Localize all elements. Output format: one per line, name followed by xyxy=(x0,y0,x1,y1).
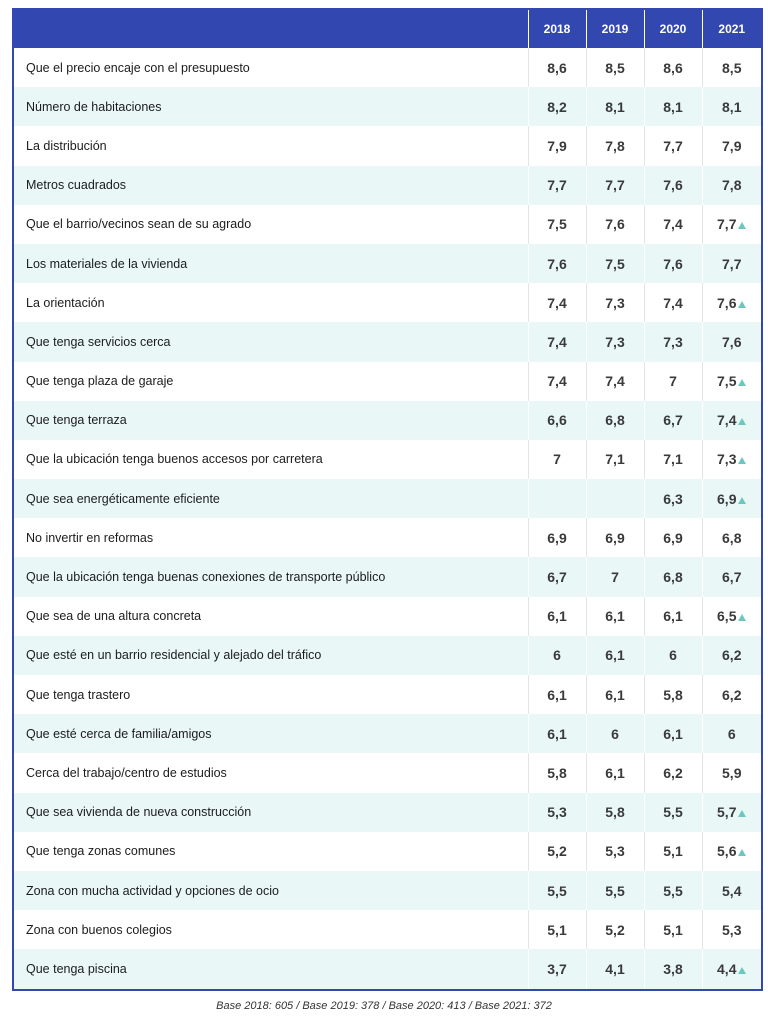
score-value: 5,4 xyxy=(722,882,742,899)
score-value: 7 xyxy=(553,451,561,468)
score-value: 6,9 xyxy=(663,529,683,546)
row-label: Que tenga servicios cerca xyxy=(13,322,528,361)
score-2019 xyxy=(586,675,644,714)
row-label: No invertir en reformas xyxy=(26,530,154,545)
score-value: 3,7 xyxy=(547,960,567,977)
increase-arrow-icon xyxy=(738,849,746,856)
score-value: 7,4 xyxy=(663,294,683,311)
score-2018 xyxy=(528,166,586,205)
score-value: 6 xyxy=(611,725,619,742)
score-2020 xyxy=(644,166,702,205)
score-value: 6,3 xyxy=(663,490,683,507)
score-2019 xyxy=(586,832,644,871)
score-value: 5,7 xyxy=(717,804,737,821)
row-label: Que la ubicación tenga buenos accesos por carretera xyxy=(26,452,323,467)
score-value: 6,1 xyxy=(547,686,567,703)
row-label: Que tenga plaza de garaje xyxy=(26,374,174,389)
score-value: 7,3 xyxy=(605,333,625,350)
score-value: 6,1 xyxy=(605,608,625,625)
score-2020 xyxy=(644,440,702,479)
score-2020 xyxy=(644,322,702,361)
score-2020 xyxy=(644,675,702,714)
score-value: 5,5 xyxy=(547,882,567,899)
score-2018 xyxy=(528,244,586,283)
score-2018 xyxy=(528,126,586,165)
score-2019 xyxy=(586,714,644,753)
score-2018 xyxy=(528,557,586,596)
score-2021 xyxy=(702,832,762,871)
score-value: 5,1 xyxy=(663,921,683,938)
score-value: 5,8 xyxy=(663,686,683,703)
score-value: 7,6 xyxy=(663,255,683,272)
score-value: 7,5 xyxy=(717,373,737,390)
score-value: 8,5 xyxy=(722,59,742,76)
score-2021 xyxy=(702,871,762,910)
score-2021 xyxy=(702,126,762,165)
score-2020 xyxy=(644,910,702,949)
score-2018 xyxy=(528,910,586,949)
score-2020 xyxy=(644,87,702,126)
score-2021 xyxy=(702,440,762,479)
score-2019 xyxy=(586,48,644,87)
score-value: 6,6 xyxy=(547,412,567,429)
score-2018 xyxy=(528,322,586,361)
score-value: 8,2 xyxy=(547,98,567,115)
score-2020 xyxy=(644,557,702,596)
score-2020 xyxy=(644,362,702,401)
increase-arrow-icon xyxy=(738,222,746,229)
score-2021 xyxy=(702,401,762,440)
score-value: 6,7 xyxy=(547,569,567,586)
score-2019 xyxy=(586,910,644,949)
score-2019 xyxy=(586,636,644,675)
score-value: 7,6 xyxy=(605,216,625,233)
score-2018 xyxy=(528,636,586,675)
increase-arrow-icon xyxy=(738,457,746,464)
score-value: 7,6 xyxy=(717,294,737,311)
score-value: 6 xyxy=(669,647,677,664)
score-value: 6,5 xyxy=(717,608,737,625)
score-2020 xyxy=(644,949,702,989)
score-value: 5,3 xyxy=(722,921,742,938)
increase-arrow-icon xyxy=(738,967,746,974)
score-value: 6,7 xyxy=(722,569,742,586)
row-label: Zona con mucha actividad y opciones de ocio xyxy=(13,871,528,910)
score-value: 7,7 xyxy=(663,137,683,154)
score-value: 5,5 xyxy=(605,882,625,899)
score-2020 xyxy=(644,126,702,165)
table-row xyxy=(13,87,762,126)
score-value: 6,1 xyxy=(605,764,625,781)
score-2018 xyxy=(528,401,586,440)
score-2020 xyxy=(644,479,702,518)
score-2018 xyxy=(528,205,586,244)
row-label: La orientación xyxy=(26,295,105,310)
score-2020 xyxy=(644,597,702,636)
row-label: Que tenga zonas comunes xyxy=(26,844,176,859)
ratings-table-container xyxy=(12,8,761,991)
score-2019 xyxy=(586,87,644,126)
score-2019 xyxy=(586,753,644,792)
score-2018 xyxy=(528,597,586,636)
score-value: 5,5 xyxy=(663,804,683,821)
score-2020 xyxy=(644,832,702,871)
row-label: Que sea energéticamente eficiente xyxy=(13,479,528,518)
row-label: Metros cuadrados xyxy=(13,166,528,205)
increase-arrow-icon xyxy=(738,497,746,504)
score-value: 5,9 xyxy=(722,764,742,781)
score-value: 6,1 xyxy=(663,725,683,742)
score-value: 5,6 xyxy=(717,843,737,860)
header-year-2019: 2019 xyxy=(586,9,644,48)
score-2021 xyxy=(702,479,762,518)
row-label: La distribución xyxy=(26,138,107,153)
score-2020 xyxy=(644,48,702,87)
score-value: 6,1 xyxy=(547,725,567,742)
score-2021 xyxy=(702,48,762,87)
score-value: 7,3 xyxy=(605,294,625,311)
score-value: 8,5 xyxy=(605,59,625,76)
score-2018 xyxy=(528,283,586,322)
table-row xyxy=(13,832,762,871)
table-row xyxy=(13,871,762,910)
score-value: 7 xyxy=(611,569,619,586)
score-value: 7,4 xyxy=(547,333,567,350)
header-year-2018: 2018 xyxy=(528,9,586,48)
base-footnote: Base 2018: 605 / Base 2019: 378 / Base 2020: 413 / Base 2021: 372 xyxy=(216,1000,552,1012)
table-row xyxy=(13,636,762,675)
score-2018 xyxy=(528,832,586,871)
score-2019 xyxy=(586,322,644,361)
score-value: 8,1 xyxy=(722,98,742,115)
table-row xyxy=(13,753,762,792)
score-value: 7,3 xyxy=(717,451,737,468)
score-value: 8,6 xyxy=(663,59,683,76)
score-2021 xyxy=(702,714,762,753)
table-row xyxy=(13,440,762,479)
score-value: 7,6 xyxy=(547,255,567,272)
score-value: 7,1 xyxy=(605,451,625,468)
score-2018 xyxy=(528,518,586,557)
row-label: Los materiales de la vivienda xyxy=(13,244,528,283)
increase-arrow-icon xyxy=(738,810,746,817)
score-value: 5,5 xyxy=(663,882,683,899)
table-row xyxy=(13,597,762,636)
table-row xyxy=(13,205,762,244)
score-2019 xyxy=(586,283,644,322)
score-value: 6,9 xyxy=(547,529,567,546)
score-2018 xyxy=(528,440,586,479)
score-value: 8,1 xyxy=(605,98,625,115)
score-2021 xyxy=(702,949,762,989)
row-label: Que tenga piscina xyxy=(13,949,528,989)
score-value: 7,6 xyxy=(663,177,683,194)
score-value: 4,1 xyxy=(605,960,625,977)
score-2020 xyxy=(644,753,702,792)
table-row xyxy=(13,518,762,557)
score-2019 xyxy=(586,518,644,557)
score-2021 xyxy=(702,205,762,244)
score-2018 xyxy=(528,479,586,518)
score-2020 xyxy=(644,871,702,910)
score-value: 5,1 xyxy=(547,921,567,938)
score-value: 7,8 xyxy=(722,177,742,194)
score-value: 7,5 xyxy=(547,216,567,233)
score-2019 xyxy=(586,557,644,596)
row-label: Que esté en un barrio residencial y alejado del tráfico xyxy=(13,636,528,675)
score-value: 7,9 xyxy=(722,137,742,154)
table-header-row xyxy=(13,9,762,48)
score-2019 xyxy=(586,597,644,636)
score-2019 xyxy=(586,362,644,401)
increase-arrow-icon xyxy=(738,301,746,308)
score-2018 xyxy=(528,949,586,989)
score-2021 xyxy=(702,322,762,361)
score-value: 5,8 xyxy=(547,764,567,781)
increase-arrow-icon xyxy=(738,614,746,621)
row-label: Cerca del trabajo/centro de estudios xyxy=(26,765,227,780)
score-2021 xyxy=(702,166,762,205)
score-value: 7,3 xyxy=(663,333,683,350)
score-2020 xyxy=(644,714,702,753)
score-2021 xyxy=(702,518,762,557)
score-value: 6 xyxy=(553,647,561,664)
score-2019 xyxy=(586,949,644,989)
score-value: 6,2 xyxy=(722,647,742,664)
score-value: 6,1 xyxy=(605,647,625,664)
score-2018 xyxy=(528,675,586,714)
score-value: 7,7 xyxy=(722,255,742,272)
score-2020 xyxy=(644,244,702,283)
score-2021 xyxy=(702,87,762,126)
table-row xyxy=(13,166,762,205)
score-value: 6,2 xyxy=(722,686,742,703)
table-row xyxy=(13,362,762,401)
header-year-2020: 2020 xyxy=(644,9,702,48)
score-value: 6,9 xyxy=(717,490,737,507)
score-2020 xyxy=(644,793,702,832)
table-row xyxy=(13,910,762,949)
score-2020 xyxy=(644,401,702,440)
score-2020 xyxy=(644,518,702,557)
score-2020 xyxy=(644,636,702,675)
row-label: Que el precio encaje con el presupuesto xyxy=(26,60,250,75)
score-2021 xyxy=(702,675,762,714)
score-2021 xyxy=(702,753,762,792)
table-row xyxy=(13,675,762,714)
score-value: 5,2 xyxy=(547,843,567,860)
score-2018 xyxy=(528,48,586,87)
score-value: 4,4 xyxy=(717,960,737,977)
score-2019 xyxy=(586,126,644,165)
increase-arrow-icon xyxy=(738,418,746,425)
score-2020 xyxy=(644,283,702,322)
score-2021 xyxy=(702,910,762,949)
score-2021 xyxy=(702,597,762,636)
score-value: 5,3 xyxy=(547,804,567,821)
score-2019 xyxy=(586,166,644,205)
score-2018 xyxy=(528,793,586,832)
row-label: Que sea de una altura concreta xyxy=(26,609,202,624)
score-2021 xyxy=(702,557,762,596)
row-label: Zona con buenos colegios xyxy=(26,922,172,937)
score-value: 6,7 xyxy=(663,412,683,429)
table-row xyxy=(13,949,762,989)
table-row xyxy=(13,793,762,832)
score-value: 8,6 xyxy=(547,59,567,76)
score-2018 xyxy=(528,362,586,401)
score-value: 7,9 xyxy=(547,137,567,154)
score-value: 5,3 xyxy=(605,843,625,860)
score-value: 5,2 xyxy=(605,921,625,938)
score-value: 8,1 xyxy=(663,98,683,115)
score-value: 6,1 xyxy=(605,686,625,703)
score-value: 7,4 xyxy=(547,373,567,390)
score-value: 7,8 xyxy=(605,137,625,154)
header-label-cell xyxy=(13,9,528,48)
score-2021 xyxy=(702,283,762,322)
score-value: 6,8 xyxy=(722,529,742,546)
ratings-table xyxy=(12,8,763,991)
table-row xyxy=(13,714,762,753)
score-2019 xyxy=(586,205,644,244)
score-value: 7,4 xyxy=(605,373,625,390)
row-label: Que sea vivienda de nueva construcción xyxy=(13,793,528,832)
score-value: 7,7 xyxy=(717,216,737,233)
score-value: 6,8 xyxy=(605,412,625,429)
score-2018 xyxy=(528,87,586,126)
table-row xyxy=(13,126,762,165)
table-row xyxy=(13,401,762,440)
table-row xyxy=(13,48,762,87)
row-label: Que tenga terraza xyxy=(13,401,528,440)
score-value: 6,9 xyxy=(605,529,625,546)
score-value: 7,4 xyxy=(717,412,737,429)
score-2021 xyxy=(702,793,762,832)
table-row xyxy=(13,322,762,361)
score-value: 7 xyxy=(669,373,677,390)
score-2018 xyxy=(528,871,586,910)
score-2019 xyxy=(586,401,644,440)
row-label: Que la ubicación tenga buenas conexiones de transporte público xyxy=(13,557,528,596)
table-row xyxy=(13,283,762,322)
score-2018 xyxy=(528,714,586,753)
score-value: 6 xyxy=(727,725,736,742)
score-2021 xyxy=(702,636,762,675)
header-year-2021: 2021 xyxy=(702,9,762,48)
score-value: 7,7 xyxy=(547,177,567,194)
score-2019 xyxy=(586,244,644,283)
score-value: 6,2 xyxy=(663,764,683,781)
score-value: 7,4 xyxy=(663,216,683,233)
row-label: Que el barrio/vecinos sean de su agrado xyxy=(26,217,252,232)
table-row xyxy=(13,244,762,283)
score-value: 6,1 xyxy=(663,608,683,625)
score-2018 xyxy=(528,753,586,792)
score-value: 3,8 xyxy=(663,960,683,977)
score-2021 xyxy=(702,362,762,401)
score-value: 6,8 xyxy=(663,569,683,586)
table-row xyxy=(13,557,762,596)
score-value: 5,1 xyxy=(663,843,683,860)
score-2020 xyxy=(644,205,702,244)
table-row xyxy=(13,479,762,518)
increase-arrow-icon xyxy=(738,379,746,386)
table-body xyxy=(13,48,762,990)
score-value: 7,7 xyxy=(605,177,625,194)
score-2019 xyxy=(586,479,644,518)
score-2019 xyxy=(586,871,644,910)
score-value: 7,5 xyxy=(605,255,625,272)
score-value: 6,1 xyxy=(547,608,567,625)
score-value: 7,4 xyxy=(547,294,567,311)
score-value: 7,6 xyxy=(722,333,742,350)
row-label: Que esté cerca de familia/amigos xyxy=(13,714,528,753)
score-2019 xyxy=(586,440,644,479)
score-value: 5,8 xyxy=(605,804,625,821)
score-2019 xyxy=(586,793,644,832)
score-2021 xyxy=(702,244,762,283)
row-label: Que tenga trastero xyxy=(26,687,131,702)
row-label: Número de habitaciones xyxy=(13,87,528,126)
score-value: 7,1 xyxy=(663,451,683,468)
